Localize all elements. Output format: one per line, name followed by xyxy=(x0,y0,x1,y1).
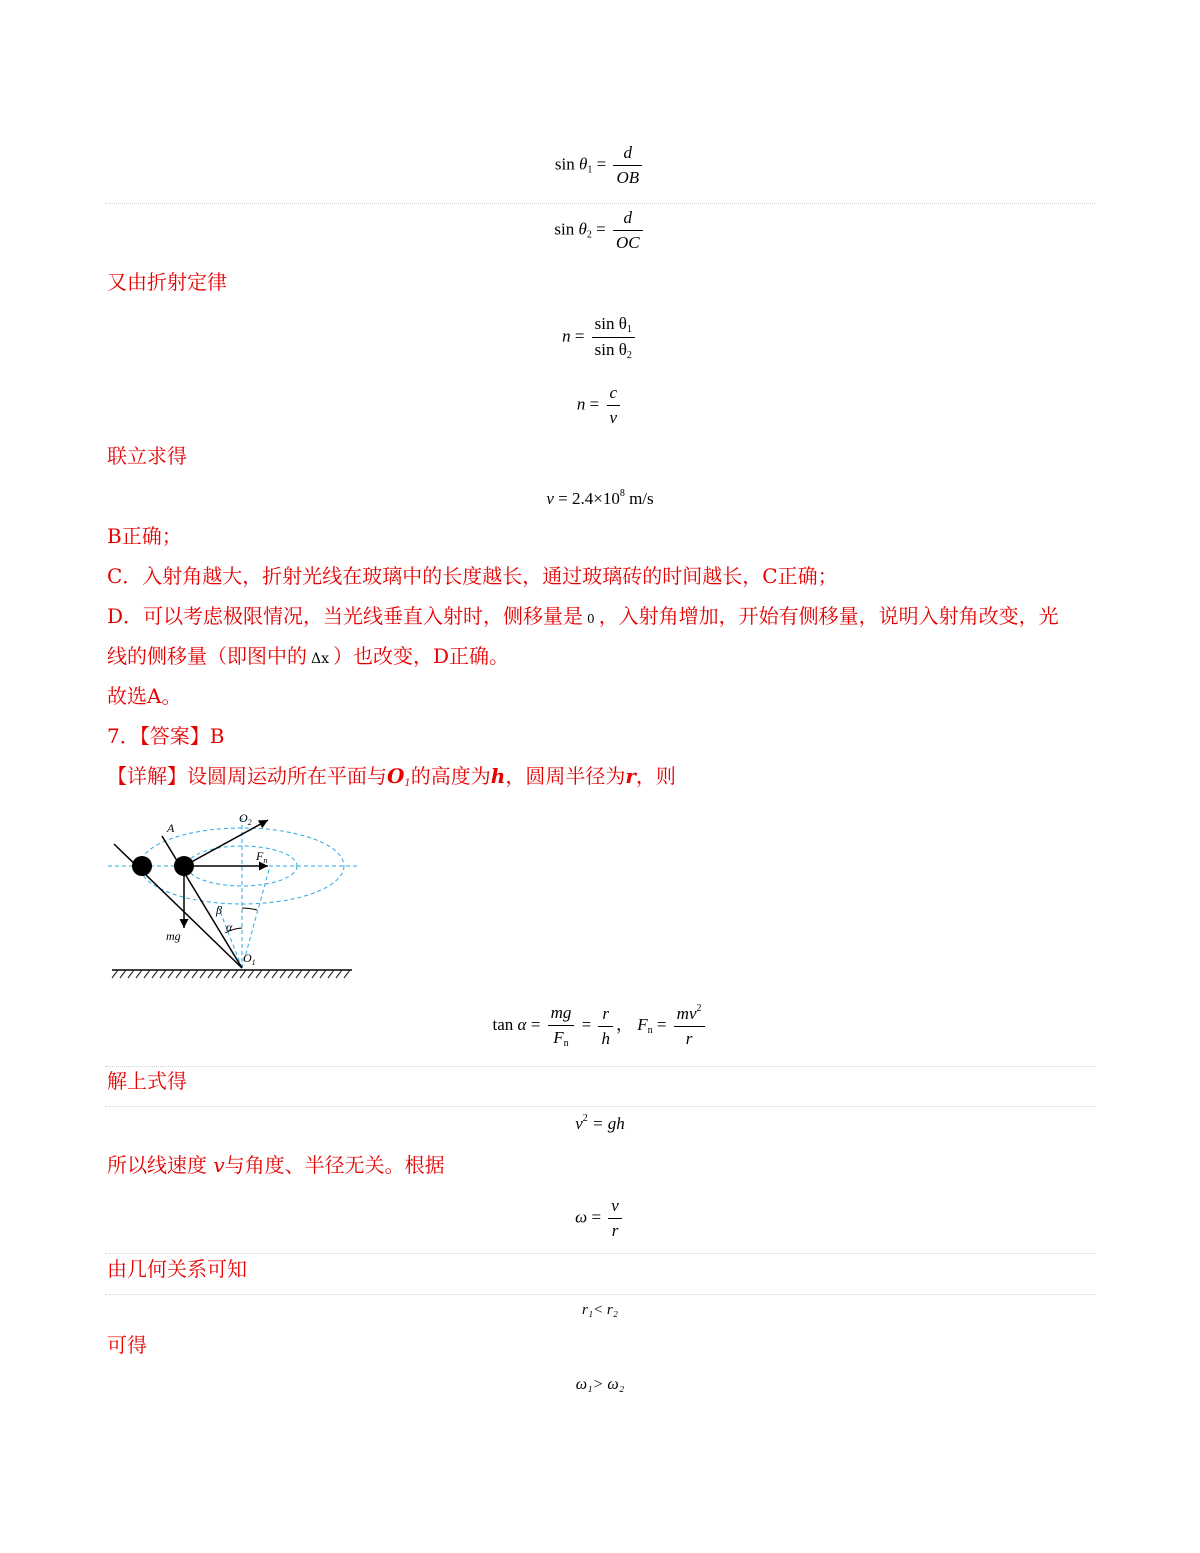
fraction: $\frac{d}{OB}$ xyxy=(613,143,642,188)
fraction: $\frac{v}{r}$ xyxy=(608,1196,622,1241)
divider xyxy=(105,1294,1095,1295)
ball-outer xyxy=(132,856,152,876)
fraction: $\frac{c}{v}$ xyxy=(607,383,621,428)
equation-tan-alpha: tan α = $\frac{mg}{F_n}$ = $\frac{r}{h}$ ， $F_n$ = $\frac{mv^2}{r}$ xyxy=(0,1003,1200,1049)
question-7-answer: 7．【答案】B xyxy=(107,724,225,748)
equation-v-squared: $v^2$ = gh xyxy=(575,1113,625,1133)
divider xyxy=(105,1106,1095,1107)
equation-omega-compare: ω₁> ω₂ xyxy=(575,1376,625,1393)
angle-beta-arc xyxy=(242,908,257,910)
equation-omega: ω = $\frac{v}{r}$ xyxy=(0,1196,1200,1241)
equation-v-value: $v = 2.4\times 10^8$ m/s xyxy=(546,488,654,508)
svg-text:Fn: $F_n$ xyxy=(256,849,268,865)
text-b-correct: B正确； xyxy=(107,524,182,548)
svg-text:β: β xyxy=(216,903,222,917)
text-solve: 解上式得 xyxy=(107,1069,187,1093)
text-combine: 联立求得 xyxy=(107,444,187,468)
svg-text:O2: $O_2$ xyxy=(239,811,252,827)
text-option-d-line1: D．可以考虑极限情况，当光线垂直入射时，侧移量是 0 ，入射角增加，开始有侧移量，说明入射角改变，光 xyxy=(107,604,1059,628)
question-7-detail: 【详解】设圆周运动所在平面与$O_1$的高度为h，圆周半径为r，则 xyxy=(107,764,676,789)
svg-text:mg: mg xyxy=(166,929,181,943)
ground-hatching xyxy=(112,970,350,978)
fraction: $\frac{d}{OC}$ xyxy=(613,208,643,253)
text-refraction-law: 又由折射定律 xyxy=(107,270,227,294)
fraction: $\frac{mg}{F_n}$ xyxy=(548,1003,575,1049)
text-geometry: 由几何关系可知 xyxy=(107,1257,247,1281)
equation-sin-theta1: $\sin \theta_1$ = $\frac{d}{OB}$ xyxy=(0,143,1200,188)
text-linear-speed: 所以线速度 v与角度、半径无关。根据 xyxy=(107,1153,445,1177)
svg-text:O1: $O_1$ xyxy=(243,951,256,967)
svg-text:α: α xyxy=(226,920,233,934)
fraction: $\frac{mv^2}{r}$ xyxy=(674,1003,705,1049)
divider xyxy=(105,1066,1095,1067)
fraction: $\frac{r}{h}$ xyxy=(598,1004,613,1049)
divider xyxy=(105,1253,1095,1254)
equation-r-compare: r₁< r₂ xyxy=(582,1302,618,1318)
equation-n-c-v: n = $\frac{c}{v}$ xyxy=(0,383,1200,428)
divider xyxy=(105,203,1095,204)
fraction: $\frac{\sin \theta_1}{\sin \theta_2}$ xyxy=(592,314,635,361)
ball-inner xyxy=(174,856,194,876)
equation-sin-theta2: $\sin \theta_2$ = $\frac{d}{OC}$ xyxy=(0,208,1200,253)
text-select-a: 故选A。 xyxy=(107,684,182,708)
text-option-c: C．入射角越大，折射光线在玻璃中的长度越长，通过玻璃砖的时间越长，C正确； xyxy=(107,564,838,588)
svg-text:A: A xyxy=(167,821,175,835)
equation-n-ratio: n = $\frac{\sin \theta_1}{\sin \theta_2}$ xyxy=(0,314,1200,361)
circular-motion-figure xyxy=(100,800,365,985)
text-obtain: 可得 xyxy=(107,1333,147,1357)
text-option-d-line2: 线的侧移量（即图中的 Δx ）也改变，D正确。 xyxy=(107,644,510,668)
